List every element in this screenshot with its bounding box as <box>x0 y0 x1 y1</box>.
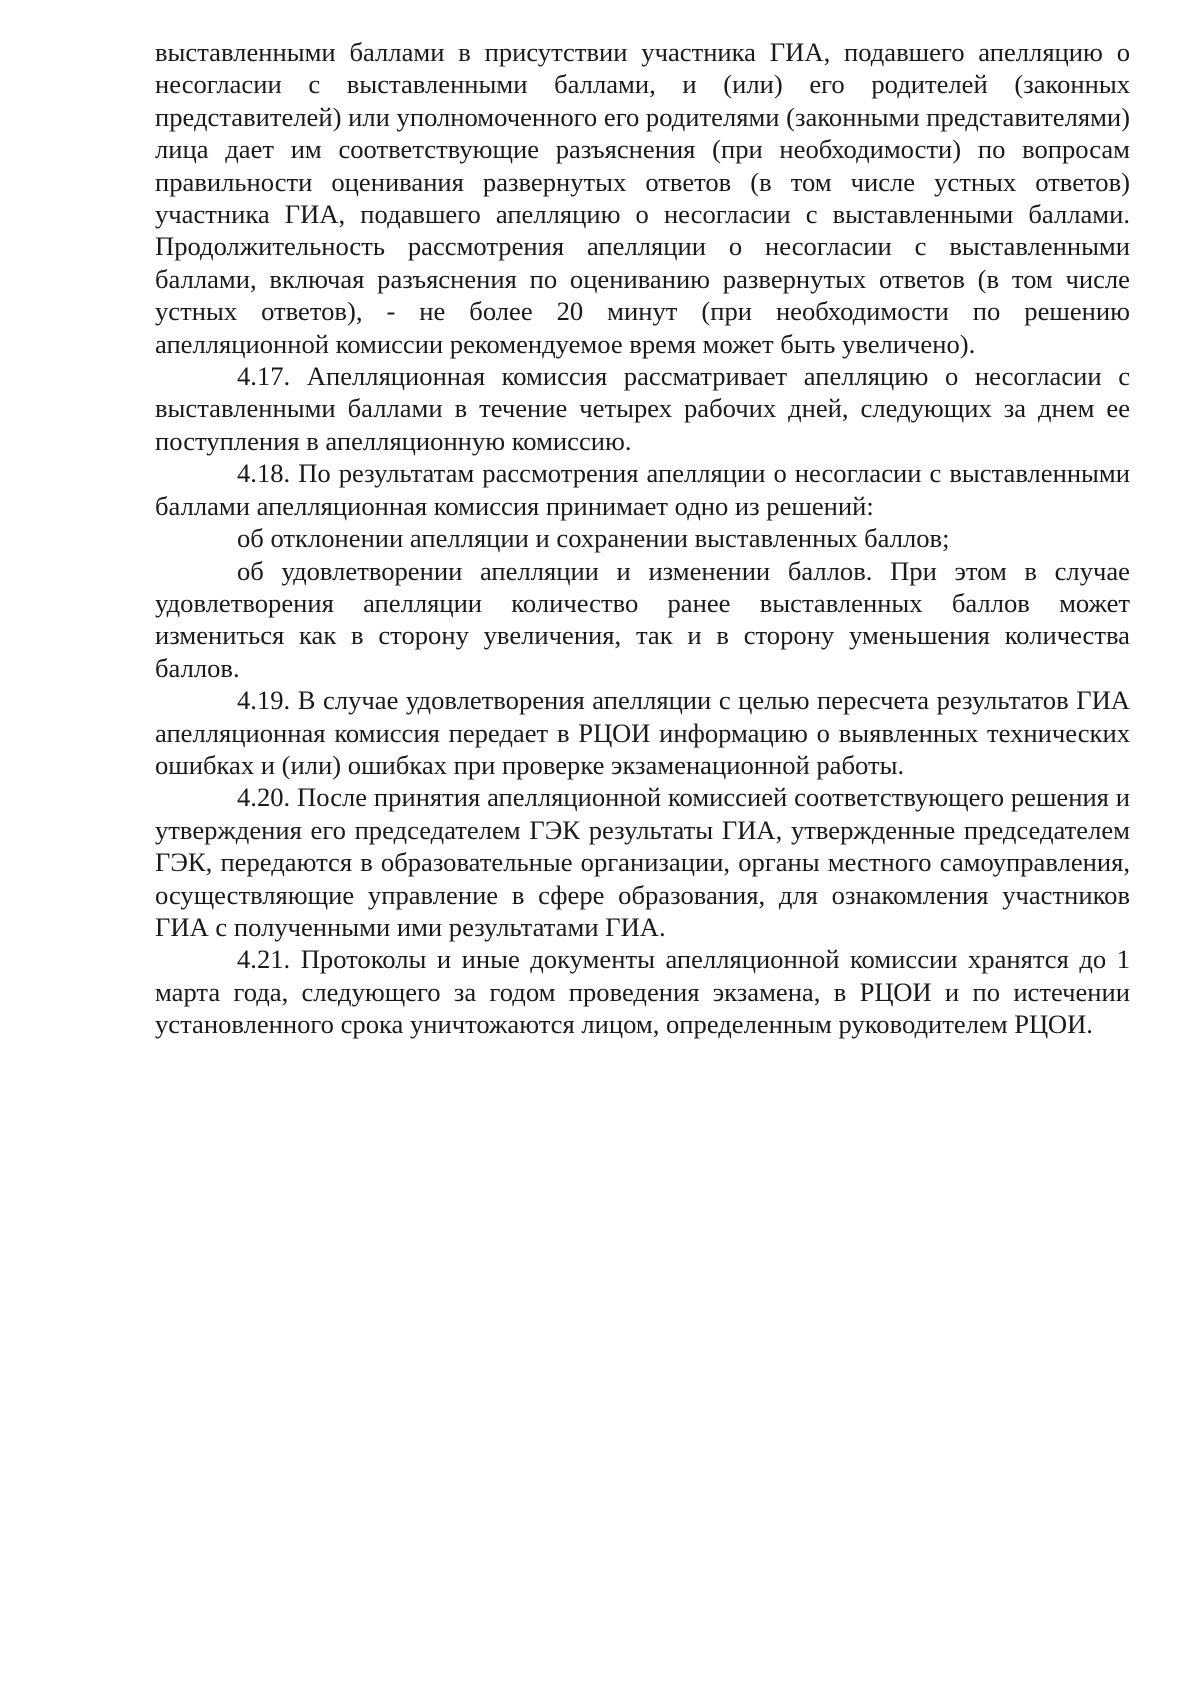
paragraph-4-20: 4.20. После принятия апелляционной комиссией соответствующего решения и утверждения его председателем ГЭК результаты ГИА, утвержденные председателем ГЭК, передаются в образовательные организации, органы местного самоуправления, осуществляющие управление в сфере образования, для ознакомления участников ГИА с полученными ими результатами ГИА. <box>155 782 1130 942</box>
paragraph-4-19: 4.19. В случае удовлетворения апелляции с целью пересчета результатов ГИА апелляционная комиссия передает в РЦОИ информацию о выявленных технических ошибках и (или) ошибках при проверке экзаменационной работы. <box>155 685 1130 780</box>
paragraph-decision-accept: об удовлетворении апелляции и изменении баллов. При этом в случае удовлетворения апелляции количество ранее выставленных баллов может измениться как в сторону увеличения, так и в сторону уменьшения количества баллов. <box>155 555 1130 683</box>
paragraph-4-17: 4.17. Апелляционная комиссия рассматривает апелляцию о несогласии с выставленными баллами в течение четырех рабочих дней, следующих за днем ее поступления в апелляционную комиссию. <box>155 361 1130 456</box>
paragraph-4-18: 4.18. По результатам рассмотрения апелляции о несогласии с выставленными баллами апелляционная комиссия принимает одно из решений: <box>155 458 1130 521</box>
document-body <box>155 36 1130 1041</box>
paragraph-4-21: 4.21. Протоколы и иные документы апелляционной комиссии хранятся до 1 марта года, следующего за годом проведения экзамена, в РЦОИ и по истечении установленного срока уничтожаются лицом, определенным руководителем РЦОИ. <box>155 944 1130 1040</box>
paragraph-continuation: выставленными баллами в присутствии участника ГИА, подавшего апелляцию о несогласии с выставленными баллами, и (или) его родителей (законных представителей) или уполномоченного его родителями (законными представителями) лица дает им соответствующие разъяснения (при необходимости) по вопросам правильности оценивания развернутых ответов (в том числе устных ответов) участника ГИА, подавшего апелляцию о несогласии с выставленными баллами. Продолжительность рассмотрения апелляции о несогласии с выставленными баллами, включая разъяснения по оцениванию развернутых ответов (в том числе устных ответов), - не более 20 минут (при необходимости по решению апелляционной комиссии рекомендуемое время может быть увеличено). <box>155 37 1130 359</box>
paragraph-decision-reject: об отклонении апелляции и сохранении выставленных баллов; <box>237 523 950 554</box>
